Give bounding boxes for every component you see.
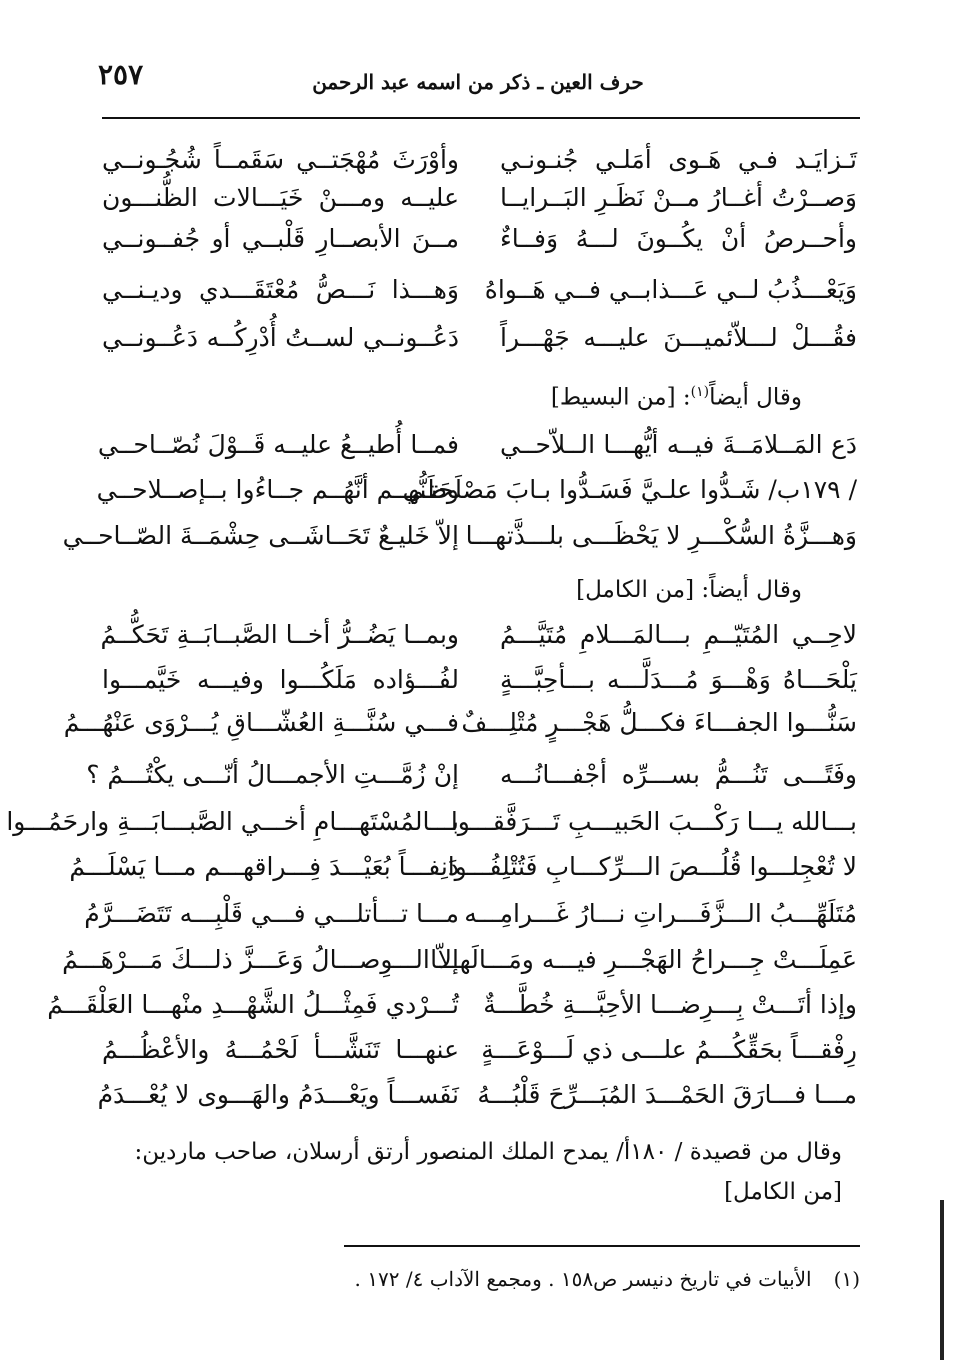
verse-row xyxy=(0,516,956,556)
verse-first-hemistich: يَلْحَـــاهُ وَهْـــوَ مُـــدَلَّـــه بـــأحِبَّـــةٍ xyxy=(500,665,857,694)
verse-first-hemistich: رِفْقـــاً بحَقِّكُـــمُ علـــى ذي لَـــوْعَـــةٍ xyxy=(481,1035,857,1064)
verse-row xyxy=(0,802,956,842)
closing-line: وقال من قصيدة / ١٨٠أ/ يمدح الملك المنصور أرتق أرسلان، صاحب ماردين: xyxy=(134,1139,842,1165)
footnote xyxy=(102,1264,860,1294)
meter-label: : [من الكامل] xyxy=(576,577,710,603)
section-intro xyxy=(102,372,802,418)
verse-first-hemistich: / ١٧٩ب/ شَـدُّوا علـيَّ فَسَـدُّوا بـابَ مَصْلَحَتـي xyxy=(402,475,857,504)
page-edge-mark xyxy=(940,1200,944,1360)
verse-row xyxy=(0,1075,956,1115)
verse-second-hemistich: نَفَســـاً ويَعْـــدَمُ والهَـــوى لا يُعْـــدَمُ xyxy=(97,1080,459,1109)
verse-second-hemistich: لفُـــؤاده مَلَكُـــوا وفيـــه خَيَّمـــوا xyxy=(102,665,459,694)
verse-row xyxy=(0,985,956,1025)
verse-second-hemistich: دَنِفـــاً بُعَيْـــدَ فِـــراقهـــم مـــا يَسْلَـــمُ xyxy=(69,852,459,881)
verse-second-hemistich: عنهـــا تَنَشَّـــأ لَحْمُـــهُ والأعْظُـــمُ xyxy=(102,1035,459,1064)
verse-second-hemistich: مـــا تـــأتلـــي فـــي قَلْبِـــه تَتَضَـــرَّمُ xyxy=(84,899,459,928)
verse-row xyxy=(0,940,956,980)
verse-second-hemistich: وظَنُّهــم أنَّهُــم جــاءُوا بــإصــلاحــي xyxy=(96,475,459,504)
closing-paragraph xyxy=(102,1132,842,1212)
verse-second-hemistich: مــنَ الأبصــارِ قَلْبــي أو جُفــونــي xyxy=(102,224,459,253)
verse-row xyxy=(0,178,956,218)
verse-first-hemistich: لاحِــي المُتَيّــمِ بـــالمَـــلامِ مُتَيَّـــمُ xyxy=(500,620,857,649)
verse-second-hemistich: إلاّ الـــوِصـــالُ وَعَـــزَّ ذلـــكَ مَـــرْهَـــمُ xyxy=(62,945,459,974)
verse-first-hemistich: تَـزايَـد فـي هَـوى أمَلـي جُنـونـي xyxy=(500,145,857,174)
verse-second-hemistich: فمــا أُطيــعُ عليــه قَــوْلَ نُصّــاحــي xyxy=(97,430,459,459)
intro-text: وقال أيضاً xyxy=(709,384,802,411)
header-rule xyxy=(102,117,860,119)
verse-row xyxy=(0,615,956,655)
verse-first-hemistich: وفَتًـــى تَنُـــمُّ بســـرِّه أجْفـــانُـــه xyxy=(500,760,857,789)
footnote-rule xyxy=(344,1245,860,1247)
verse-row xyxy=(0,894,956,934)
verse-second-hemistich: دَعُــونــي لســتُ أُدْرِكُــه دَعُــونــي xyxy=(102,323,459,352)
verse-row xyxy=(0,847,956,887)
verse-second-hemistich: تُـــرْدي فَمِثْـــلُ الشَّهْـــدِ منْهـــا العَلْقَـــمُ xyxy=(47,990,459,1019)
verse-row xyxy=(0,755,956,795)
verse-row xyxy=(0,140,956,180)
page-number: ٢٥٧ xyxy=(98,58,144,91)
verse-first-hemistich: سَنُّـــوا الجفـــاءَ فكـــلُّ هَجْـــرٍ مُتْلِـــفٌ xyxy=(461,708,857,737)
section-intro xyxy=(102,570,802,610)
verse-second-hemistich: إلاّ خَليـعٌ تَحَــاشَــى حِشْمَــةَ الصّــاحــي xyxy=(62,521,459,550)
verse-row xyxy=(0,318,956,358)
intro-text: وقال أيضاً xyxy=(709,577,802,603)
verse-row xyxy=(0,660,956,700)
verse-second-hemistich: وبمــا يَضُــرُّ أخــا الصَّبــابَــةِ تَحَكُّــمُ xyxy=(100,620,459,649)
verse-first-hemistich: فقُـــلْ لـــلاّئميـــنَ عليـــه جَهْـــراً xyxy=(500,323,857,352)
verse-first-hemistich: دَع المَــلامَــةَ فيــه أيُّهـــا الــلاّحــي xyxy=(500,430,857,459)
verse-first-hemistich: وَهـــزَّةُ السُّكْـــرِ لا يَحْظَـــى بلـــذَّتهـــا xyxy=(465,521,857,550)
verse-first-hemistich: مُتَلَهِّـــبُ الـــزَّفَـــراتِ نـــارُ غَـــرامِـــه xyxy=(464,899,857,928)
verse-first-hemistich: لا تُعْجِلـــوا قُلُـــصَ الـــرِّكـــابِ فَتُتْلِفُـــوا xyxy=(447,852,857,881)
verse-first-hemistich: عَمِلَـــتْ جِـــراحُ الهَجْـــرِ فيـــه ومَـــالَهـــا xyxy=(430,945,857,974)
footnote-mark: (١) xyxy=(833,1267,860,1291)
verse-row xyxy=(0,470,956,510)
verse-second-hemistich: وأوْرَثَ مُهْجَتــي سَقَمــاً شُجُـونــي xyxy=(102,145,459,174)
verse-row xyxy=(0,703,956,743)
verse-second-hemistich: وَهـــذا نَـــصُّ مُعْتَقَـــدي وديـنــي xyxy=(102,275,459,304)
verse-first-hemistich: وإذا أتَـــتْ بِـــرِضـــا الأحِبَّـــةِ خُطَّـــةٌ xyxy=(483,990,857,1019)
verse-first-hemistich: مـــا فـــارَقَ الحَمْـــدَ المُبَـــرِّحَ قَلْبُـــهُ xyxy=(477,1080,857,1109)
verse-row xyxy=(0,425,956,465)
verse-second-hemistich: إنْ زُمَّـــتِ الأجمـــالُ أنّـــى يكْتُـــمُ ؟ xyxy=(86,760,459,789)
running-header: حرف العين ـ ذكر من اسمه عبد الرحمن xyxy=(312,70,644,94)
verse-second-hemistich: عليــه ومـــنْ خَيَـــالات الظُّنـــون xyxy=(102,183,459,212)
verse-row xyxy=(0,1030,956,1070)
meter-label: [من الكامل] xyxy=(724,1179,842,1205)
verse-first-hemistich: وأحــرصُ أنْ يكُــونَ لـــهُ وَفــاءٌ xyxy=(500,224,857,253)
verse-second-hemistich: فـــي سُنَّـــةِ العُشّـــاقِ يُـــرْوَى عَنْهُـــمُ xyxy=(63,708,459,737)
footnote-text: الأبيات في تاريخ دنيسر ص١٥٨ . ومجمع الآداب ٤/ ١٧٢ . xyxy=(354,1267,812,1291)
meter-label: : [من البسيط] xyxy=(550,384,691,411)
footnote-reference: (١) xyxy=(690,384,710,400)
verse-second-hemistich: بـــالمُسْتَهـــامِ أخـــي الصَّبـــابَـــةِ وارحَمُـــوا xyxy=(6,807,459,836)
verse-row xyxy=(0,219,956,259)
verse-row xyxy=(0,270,956,310)
verse-first-hemistich: وَيَعْـــذُبُ لــي عَـــذابــي فــي هَــواهُ xyxy=(484,275,857,304)
verse-first-hemistich: بـــالله يـــا رَكْـــبَ الحَبيـــبِ تَـــرَفَّقـــوا xyxy=(450,807,857,836)
verse-first-hemistich: وَصــرْتُ أغــارُ مــنْ نَظَـرِ البَــرايــا xyxy=(500,183,857,212)
